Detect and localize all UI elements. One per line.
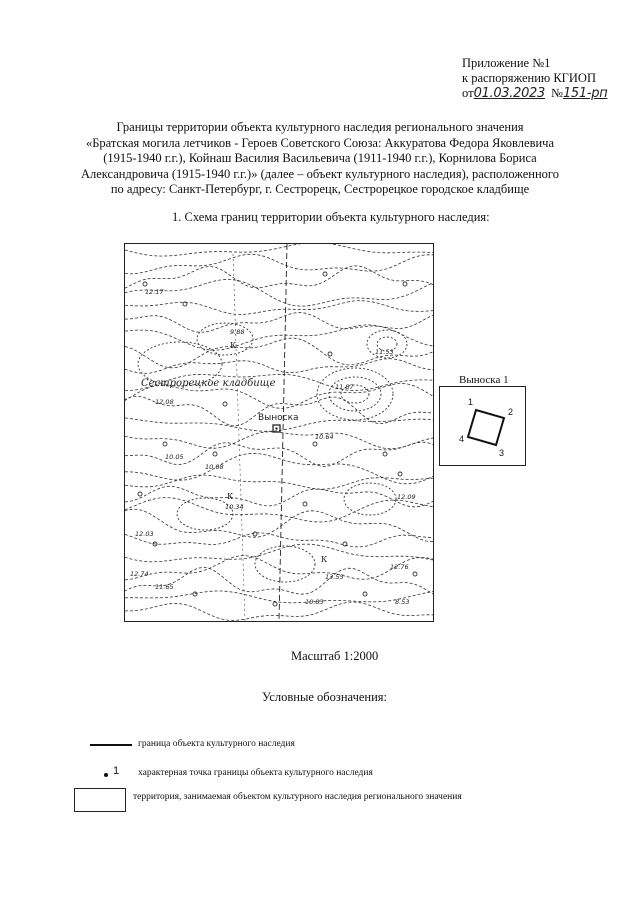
map-tree-symbol — [383, 452, 387, 456]
callout-point-label: 3 — [499, 448, 505, 458]
title-line: Александровича (1915-1940 г.г.)» (далее – объект культурного наследия), расположенного — [80, 166, 560, 181]
callout-box — [439, 386, 526, 466]
contour-loop — [197, 323, 253, 355]
annex-title: Приложение №1 — [462, 56, 551, 70]
contour-elevation-label: 12.03 — [135, 530, 154, 538]
map-tree-symbol — [138, 492, 142, 496]
contour-loop — [317, 368, 393, 420]
callout-title: Выноска 1 — [459, 374, 509, 386]
handwritten-date: 01.03.2023 — [473, 86, 545, 101]
callout-point-label: 2 — [508, 407, 514, 417]
contour-line — [125, 533, 433, 547]
map-tree-symbol — [213, 452, 217, 456]
document-title — [60, 120, 580, 198]
legend-text: территория, занимаемая объектом культурного наследия регионального значения — [133, 792, 462, 802]
legend-symbol — [60, 762, 120, 788]
contour-elevation-label: 9.88 — [230, 328, 245, 336]
map-symbol-label: К — [230, 341, 237, 350]
contour-elevation-label: 12.09 — [397, 493, 416, 501]
legend-text: граница объекта культурного наследия — [138, 739, 295, 749]
map-symbol-label: К — [227, 492, 234, 501]
map-tree-symbol — [413, 572, 417, 576]
boundary-polygon — [468, 410, 504, 445]
map-tree-symbol — [193, 592, 197, 596]
point-dot-symbol — [104, 773, 108, 777]
legend-text: характерная точка границы объекта культурного наследия — [138, 768, 373, 778]
boundary-line-symbol — [90, 744, 132, 746]
contour-line — [125, 591, 433, 603]
contour-elevation-label: 11.53 — [375, 348, 394, 356]
contour-elevation-label: 10.08 — [205, 463, 224, 471]
map-tree-symbol — [398, 472, 402, 476]
map-callout-label: Выноска — [258, 413, 299, 423]
map-tree-symbol — [273, 602, 277, 606]
contour-line — [125, 266, 433, 291]
contour-line — [125, 556, 433, 580]
callout-point-label: 4 — [459, 434, 465, 444]
legend-symbol — [60, 732, 120, 758]
contour-elevation-label: 10.34 — [225, 503, 244, 511]
contour-line — [125, 325, 433, 350]
contour-elevation-label: 12.08 — [155, 398, 174, 406]
topographic-map — [124, 243, 434, 622]
date-prefix: от — [462, 86, 474, 100]
map-drawing — [125, 244, 433, 621]
contour-line — [125, 244, 433, 256]
contour-line — [125, 498, 433, 522]
map-tree-symbol — [328, 352, 332, 356]
annex-date-line — [462, 86, 632, 101]
contour-line — [125, 359, 433, 374]
map-tree-symbol — [223, 402, 227, 406]
legend-item-area — [40, 787, 620, 813]
contour-elevation-label: 11.87 — [335, 383, 354, 391]
title-line: «Братская могила летчиков - Героев Советского Союза: Аккуратова Федора Яковлевича — [86, 135, 554, 150]
contour-elevation-label: 10.64 — [315, 433, 334, 441]
title-line: (1915-1940 г.г.), Койнаш Василия Васильевича (1911-1940 г.г.), Корнилова Бориса — [103, 151, 537, 165]
contour-line — [125, 486, 433, 507]
map-tree-symbol — [163, 442, 167, 446]
map-scale: Масштаб 1:2000 — [291, 649, 379, 663]
contour-line — [125, 313, 433, 333]
legend-item-boundary — [40, 732, 620, 758]
contour-elevation-label: 13.55 — [325, 573, 344, 581]
title-line: Границы территории объекта культурного наследия регионального значения — [116, 120, 524, 134]
point-number: 1 — [113, 765, 120, 777]
contour-loop — [344, 483, 396, 515]
map-symbol-label: К — [321, 555, 328, 564]
contour-elevation-label: 11.65 — [155, 583, 174, 591]
handwritten-number: 151-рп — [562, 86, 608, 101]
contour-line — [125, 254, 433, 274]
monument-marker-center — [276, 428, 278, 430]
number-label: № — [551, 86, 563, 100]
map-tree-symbol — [303, 502, 307, 506]
map-tree-symbol — [363, 592, 367, 596]
map-tree-symbol — [403, 282, 407, 286]
contour-elevation-label: 12.74 — [130, 570, 149, 578]
annex-reference: к распоряжению КГИОП — [462, 71, 596, 85]
map-path-line — [233, 254, 245, 621]
map-tree-symbol — [313, 442, 317, 446]
legend-symbol — [60, 787, 120, 813]
legend-item-point — [40, 762, 620, 788]
map-tree-symbol — [253, 532, 257, 536]
area-rect-symbol — [74, 788, 126, 812]
contour-line — [125, 279, 433, 306]
annex-header — [462, 56, 632, 101]
contour-line — [125, 301, 433, 315]
callout-drawing — [440, 387, 525, 465]
map-area-label: Сестрорецкое кладбище — [141, 378, 276, 389]
map-tree-symbol — [143, 282, 147, 286]
scheme-heading: 1. Схема границ территории объекта культурного наследия: — [172, 210, 490, 224]
contour-elevation-label: 12.17 — [145, 288, 164, 296]
contour-loop — [255, 546, 315, 582]
contour-line — [125, 509, 433, 542]
contour-line — [125, 432, 433, 449]
contour-elevation-label: 10.05 — [165, 453, 184, 461]
contour-elevation-label: 12.76 — [390, 563, 409, 571]
map-tree-symbol — [323, 272, 327, 276]
callout-point-label: 1 — [468, 397, 474, 407]
title-line: по адресу: Санкт-Петербург, г. Сестрорецк, Сестрорецкое городское кладбище — [110, 182, 530, 196]
contour-elevation-label: 10.83 — [305, 598, 324, 606]
contour-elevation-label: 8.53 — [395, 598, 410, 606]
legend-title: Условные обозначения: — [262, 690, 388, 704]
